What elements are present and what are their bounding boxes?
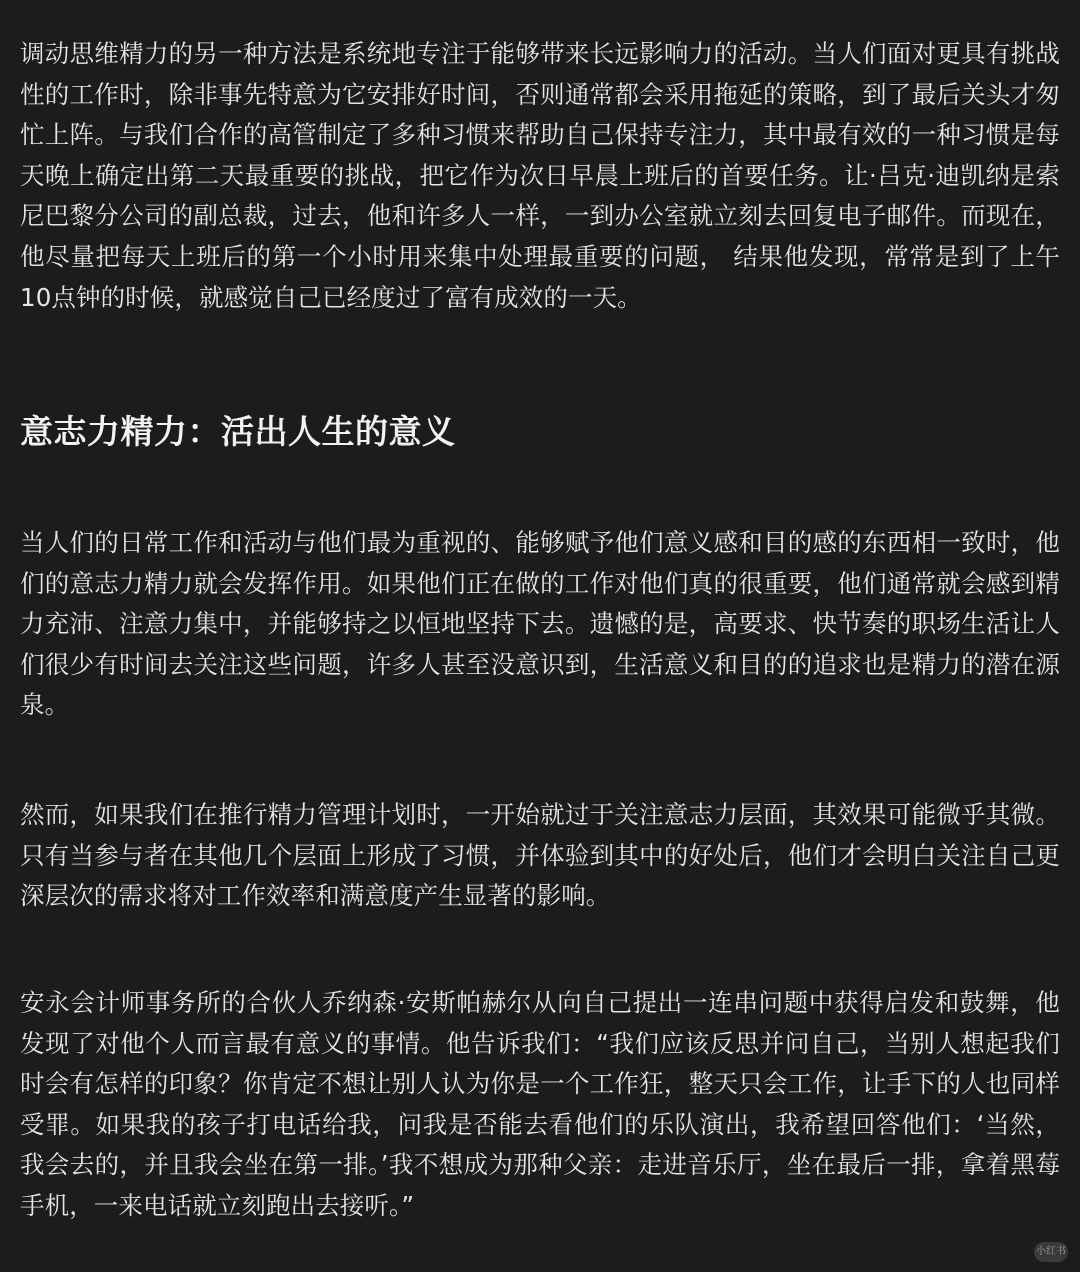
paragraph-partner-quote: 安永会计师事务所的合伙人乔纳森·安斯帕赫尔从向自己提出一连串问题中获得启发和鼓舞，他发现了对他个人而言最有意义的事情。他告诉我们：“我们应该反思并问自己，当别人想起我们时会有怎样的印象？你肯定不想让别人认为你是一个工作狂，整天只会工作，让手下的人也同样受罪。如果我的孩子打电话给我，问我是否能去看他们的乐队演出，我希望回答他们：‘当然，我会去的，并且我会坐在第一排。’我不想成为那种父亲：走进音乐厅，坐在最后一排，拿着黑莓手机，一来电话就立刻跑出去接听。” bbox=[20, 988, 1060, 1220]
paragraph-program-caution: 然而，如果我们在推行精力管理计划时，一开始就过于关注意志力层面，其效果可能微乎其微。只有当参与者在其他几个层面上形成了习惯，并体验到其中的好处后，他们才会明白关注自己更深层次的需求将对工作效率和满意度产生显著的影响。 bbox=[20, 800, 1060, 911]
paragraph-willpower-energy: 当人们的日常工作和活动与他们最为重视的、能够赋予他们意义感和目的感的东西相一致时，他们的意志力精力就会发挥作用。如果他们正在做的工作对他们真的很重要，他们通常就会感到精力充沛、注意力集中，并能够持之以恒地坚持下去。遗憾的是，高要求、快节奏的职场生活让人们很少有时间去关注这些问题，许多人甚至没意识到，生活意义和目的的追求也是精力的潜在源泉。 bbox=[20, 528, 1060, 720]
watermark-logo: 小红书 bbox=[1034, 1242, 1068, 1262]
paragraph-focus-habits: 调动思维精力的另一种方法是系统地专注于能够带来长远影响力的活动。当人们面对更具有挑战性的工作时，除非事先特意为它安排好时间，否则通常都会采用拖延的策略，到了最后关头才匆忙上阵。与我们合作的高管制定了多种习惯来帮助自己保持专注力，其中最有效的一种习惯是每天晚上确定出第二天最重要的挑战，把它作为次日早晨上班后的首要任务。让·吕克·迪凯纳是索尼巴黎分公司的副总裁，过去，他和许多人一样，一到办公室就立刻去回复电子邮件。而现在，他尽量把每天上班后的第一个小时用来集中处理最重要的问题， 结果他发现，常常是到了上午10点钟的时候，就感觉自己已经度过了富有成效的一天。 bbox=[20, 39, 1060, 312]
section-heading: 意志力精力：活出人生的意义 bbox=[20, 412, 456, 451]
